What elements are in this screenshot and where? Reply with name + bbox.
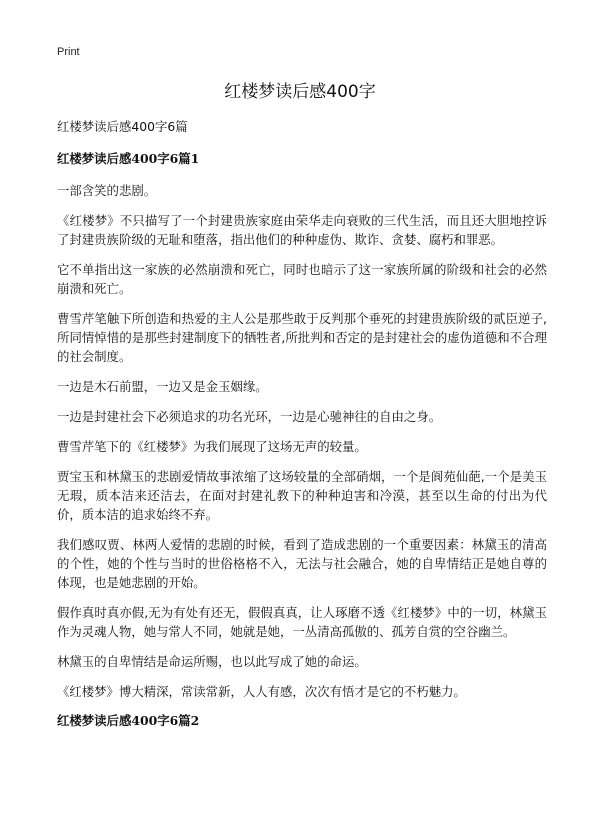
paragraph: 一边是木石前盟，一边又是金玉姻缘。 bbox=[57, 379, 268, 394]
paragraph: 《红楼梦》不只描写了一个封建贵族家庭由荣华走向衰败的三代生活，而且还大胆地控诉了封建贵族阶级的无耻和堕落，指出他们的种种虚伪、欺诈、贪婪、腐朽和罪恶。 bbox=[57, 213, 547, 247]
paragraph: 《红楼梦》博大精深，常读常新，人人有感，次次有悟才是它的不朽魅力。 bbox=[57, 684, 466, 699]
paragraph: 一部含笑的悲剧。 bbox=[57, 183, 157, 198]
document-body bbox=[57, 118, 547, 743]
paragraph: 曹雪芹笔下的《红楼梦》为我们展现了这场无声的较量。 bbox=[57, 439, 367, 454]
print-label: Print bbox=[57, 46, 80, 58]
paragraph: 它不单指出这一家族的必然崩溃和死亡，同时也暗示了这一家族所属的阶级和社会的必然崩溃和死亡。 bbox=[57, 262, 547, 296]
page-title: 红楼梦读后感400字 bbox=[224, 82, 376, 102]
paragraph: 林黛玉的自卑情结是命运所赐，也以此写成了她的命运。 bbox=[57, 654, 367, 669]
paragraph: 一边是封建社会下必须追求的功名光环，一边是心驰神往的自由之身。 bbox=[57, 409, 442, 424]
section-heading-2: 红楼梦读后感400字6篇2 bbox=[57, 713, 200, 728]
section-heading-1: 红楼梦读后感400字6篇1 bbox=[57, 151, 200, 166]
paragraph: 贾宝玉和林黛玉的悲剧爱情故事浓缩了这场较量的全部硝烟，一个是阆苑仙葩,一个是美玉无瑕，质本洁来还洁去，在面对封建礼教下的种种迫害和冷漠，甚至以生命的付出为代价，质本洁的追求始终不弃。 bbox=[57, 469, 547, 522]
paragraph: 曹雪芹笔触下所创造和热爱的主人公是那些敢于反判那个垂死的封建贵族阶级的贰臣逆子,所同情悼惜的是那些封建制度下的牺牲者,所批判和否定的是封建社会的虚伪道德和不合理的社会制度。 bbox=[57, 311, 547, 364]
paragraph: 假作真时真亦假,无为有处有还无，假假真真，让人琢磨不透《红楼梦》中的一切，林黛玉作为灵魂人物，她与常人不同，她就是她，一丛清高孤傲的、孤芳自赏的空谷幽兰。 bbox=[57, 605, 547, 639]
paragraph: 我们感叹贾、林两人爱情的悲剧的时候，看到了造成悲剧的一个重要因素：林黛玉的清高的个性，她的个性与当时的世俗格格不入，无法与社会融合，她的自卑情结正是她自尊的体现，也是她悲剧的开始。 bbox=[57, 537, 547, 590]
document-subtitle: 红楼梦读后感400字6篇 bbox=[57, 119, 188, 134]
